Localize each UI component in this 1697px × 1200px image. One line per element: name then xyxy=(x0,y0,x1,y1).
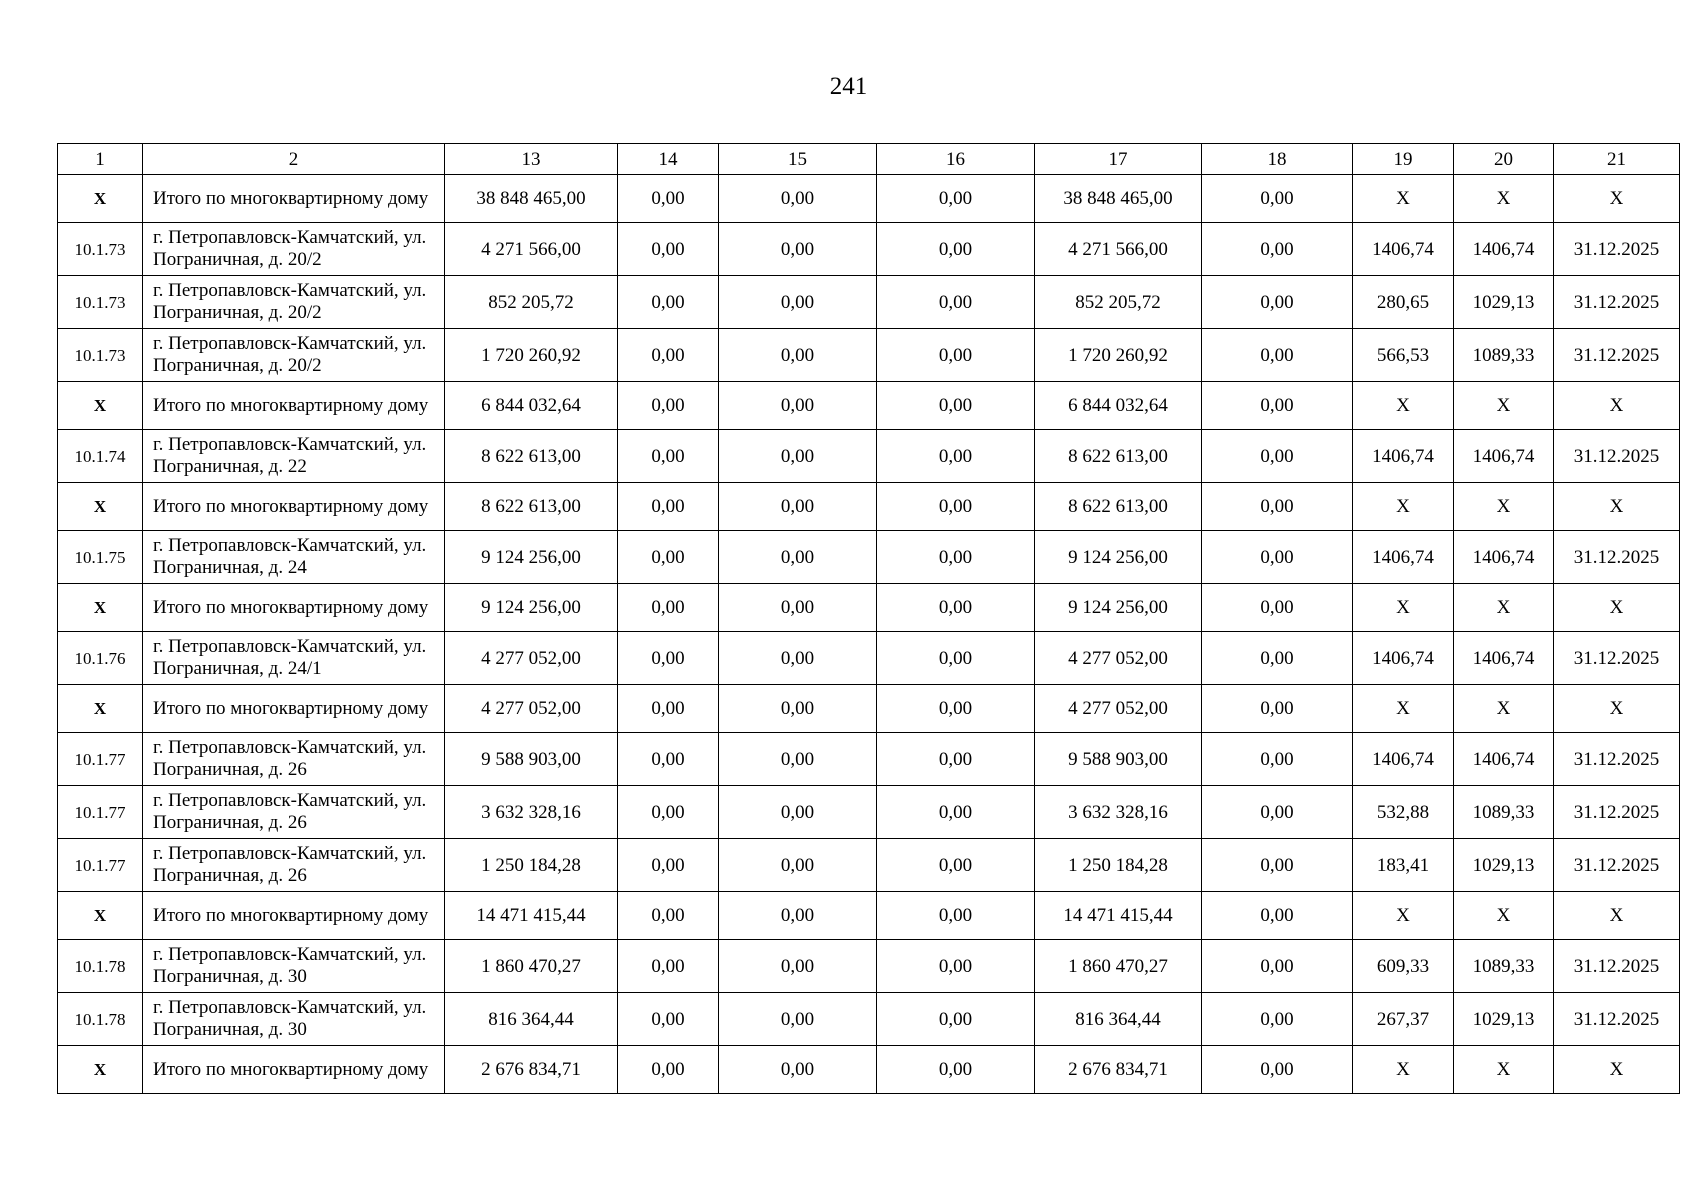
table-cell-col-20: 1089,33 xyxy=(1454,329,1554,382)
table-cell-col-1: X xyxy=(58,175,143,223)
table-cell-col-15: 0,00 xyxy=(719,223,877,276)
table-cell-col-18: 0,00 xyxy=(1202,786,1353,839)
table-cell-col-16: 0,00 xyxy=(877,940,1035,993)
table-cell-col-15: 0,00 xyxy=(719,483,877,531)
table-cell-col-17: 14 471 415,44 xyxy=(1035,892,1202,940)
table-cell-col-2: Итого по многоквартирному дому xyxy=(143,584,445,632)
table-cell-col-14: 0,00 xyxy=(618,839,719,892)
table-cell-col-15: 0,00 xyxy=(719,531,877,584)
table-cell-col-21: 31.12.2025 xyxy=(1554,940,1680,993)
table-cell-col-21: 31.12.2025 xyxy=(1554,632,1680,685)
table-cell-col-17: 1 860 470,27 xyxy=(1035,940,1202,993)
table-cell-col-19: X xyxy=(1353,685,1454,733)
table-cell-col-20: X xyxy=(1454,483,1554,531)
table-cell-col-14: 0,00 xyxy=(618,786,719,839)
table-cell-col-18: 0,00 xyxy=(1202,175,1353,223)
table-row xyxy=(58,632,1680,685)
table-cell-col-17: 9 588 903,00 xyxy=(1035,733,1202,786)
table-cell-col-14: 0,00 xyxy=(618,223,719,276)
table-cell-col-21: 31.12.2025 xyxy=(1554,329,1680,382)
table-cell-col-16: 0,00 xyxy=(877,483,1035,531)
table-cell-col-20: X xyxy=(1454,685,1554,733)
table-cell-col-13: 8 622 613,00 xyxy=(445,430,618,483)
header-cell: 20 xyxy=(1454,144,1554,175)
table-cell-col-14: 0,00 xyxy=(618,430,719,483)
table-cell-col-21: X xyxy=(1554,1046,1680,1094)
table-cell-col-17: 852 205,72 xyxy=(1035,276,1202,329)
header-cell: 14 xyxy=(618,144,719,175)
table-cell-col-16: 0,00 xyxy=(877,993,1035,1046)
table-cell-col-18: 0,00 xyxy=(1202,892,1353,940)
table-cell-col-16: 0,00 xyxy=(877,733,1035,786)
table-cell-col-21: X xyxy=(1554,382,1680,430)
table-cell-col-14: 0,00 xyxy=(618,329,719,382)
table-cell-col-1: 10.1.73 xyxy=(58,223,143,276)
table-cell-col-13: 38 848 465,00 xyxy=(445,175,618,223)
table-cell-col-1: X xyxy=(58,584,143,632)
header-cell: 21 xyxy=(1554,144,1680,175)
table-cell-col-20: X xyxy=(1454,1046,1554,1094)
table-cell-col-15: 0,00 xyxy=(719,430,877,483)
table-cell-col-19: 1406,74 xyxy=(1353,223,1454,276)
table-cell-col-2: Итого по многоквартирному дому xyxy=(143,175,445,223)
table-cell-col-16: 0,00 xyxy=(877,175,1035,223)
table-cell-col-17: 3 632 328,16 xyxy=(1035,786,1202,839)
table-cell-col-17: 8 622 613,00 xyxy=(1035,430,1202,483)
table-row xyxy=(58,276,1680,329)
table-cell-col-15: 0,00 xyxy=(719,584,877,632)
table-cell-col-2: г. Петропавловск-Камчатский, ул. Пограничная, д. 22 xyxy=(143,430,445,483)
table-cell-col-14: 0,00 xyxy=(618,892,719,940)
table-cell-col-1: 10.1.78 xyxy=(58,940,143,993)
table-cell-col-13: 9 124 256,00 xyxy=(445,531,618,584)
table-cell-col-19: 1406,74 xyxy=(1353,531,1454,584)
table-cell-col-14: 0,00 xyxy=(618,940,719,993)
header-cell: 18 xyxy=(1202,144,1353,175)
table-cell-col-14: 0,00 xyxy=(618,382,719,430)
table-cell-col-21: 31.12.2025 xyxy=(1554,531,1680,584)
table-cell-col-13: 14 471 415,44 xyxy=(445,892,618,940)
table-cell-col-2: г. Петропавловск-Камчатский, ул. Пограничная, д. 30 xyxy=(143,993,445,1046)
table-cell-col-13: 2 676 834,71 xyxy=(445,1046,618,1094)
table-cell-col-1: X xyxy=(58,483,143,531)
table-cell-col-20: 1089,33 xyxy=(1454,786,1554,839)
table-cell-col-2: г. Петропавловск-Камчатский, ул. Пограничная, д. 26 xyxy=(143,733,445,786)
table-cell-col-17: 4 277 052,00 xyxy=(1035,685,1202,733)
table-cell-col-2: г. Петропавловск-Камчатский, ул. Пограничная, д. 26 xyxy=(143,786,445,839)
table-cell-col-14: 0,00 xyxy=(618,584,719,632)
table-cell-col-21: 31.12.2025 xyxy=(1554,786,1680,839)
table-cell-col-15: 0,00 xyxy=(719,733,877,786)
table-row xyxy=(58,430,1680,483)
table-cell-col-15: 0,00 xyxy=(719,786,877,839)
table-cell-col-2: Итого по многоквартирному дому xyxy=(143,1046,445,1094)
table-cell-col-1: 10.1.75 xyxy=(58,531,143,584)
table-cell-col-20: 1406,74 xyxy=(1454,531,1554,584)
table-cell-col-2: Итого по многоквартирному дому xyxy=(143,382,445,430)
table-cell-col-17: 9 124 256,00 xyxy=(1035,584,1202,632)
table-cell-col-20: 1406,74 xyxy=(1454,733,1554,786)
table-cell-col-19: X xyxy=(1353,1046,1454,1094)
table-cell-col-16: 0,00 xyxy=(877,382,1035,430)
table-cell-col-17: 1 250 184,28 xyxy=(1035,839,1202,892)
table-cell-col-14: 0,00 xyxy=(618,733,719,786)
table-cell-col-13: 816 364,44 xyxy=(445,993,618,1046)
table-row xyxy=(58,786,1680,839)
table-cell-col-15: 0,00 xyxy=(719,685,877,733)
table-cell-col-13: 9 588 903,00 xyxy=(445,733,618,786)
table-cell-col-1: 10.1.73 xyxy=(58,276,143,329)
table-cell-col-1: X xyxy=(58,1046,143,1094)
table-cell-col-2: г. Петропавловск-Камчатский, ул. Пограничная, д. 20/2 xyxy=(143,329,445,382)
table-row-total xyxy=(58,382,1680,430)
table-cell-col-17: 6 844 032,64 xyxy=(1035,382,1202,430)
table-cell-col-18: 0,00 xyxy=(1202,733,1353,786)
table-cell-col-13: 3 632 328,16 xyxy=(445,786,618,839)
table-cell-col-19: 1406,74 xyxy=(1353,632,1454,685)
table-cell-col-20: X xyxy=(1454,382,1554,430)
table-cell-col-21: X xyxy=(1554,892,1680,940)
table-cell-col-21: 31.12.2025 xyxy=(1554,276,1680,329)
table-cell-col-15: 0,00 xyxy=(719,940,877,993)
table-cell-col-21: 31.12.2025 xyxy=(1554,733,1680,786)
table-cell-col-20: 1406,74 xyxy=(1454,223,1554,276)
table-cell-col-13: 1 720 260,92 xyxy=(445,329,618,382)
table-cell-col-17: 2 676 834,71 xyxy=(1035,1046,1202,1094)
table-row-total xyxy=(58,685,1680,733)
table-cell-col-19: X xyxy=(1353,175,1454,223)
table-cell-col-1: 10.1.74 xyxy=(58,430,143,483)
table-cell-col-19: 1406,74 xyxy=(1353,733,1454,786)
header-cell: 1 xyxy=(58,144,143,175)
table-cell-col-18: 0,00 xyxy=(1202,1046,1353,1094)
header-row xyxy=(58,144,1680,175)
table-cell-col-17: 4 277 052,00 xyxy=(1035,632,1202,685)
table-cell-col-18: 0,00 xyxy=(1202,839,1353,892)
table-cell-col-18: 0,00 xyxy=(1202,223,1353,276)
table-cell-col-14: 0,00 xyxy=(618,276,719,329)
table-cell-col-14: 0,00 xyxy=(618,175,719,223)
table-cell-col-17: 8 622 613,00 xyxy=(1035,483,1202,531)
table-cell-col-14: 0,00 xyxy=(618,632,719,685)
table-cell-col-13: 1 250 184,28 xyxy=(445,839,618,892)
table-cell-col-1: 10.1.77 xyxy=(58,839,143,892)
table-cell-col-2: г. Петропавловск-Камчатский, ул. Пограничная, д. 20/2 xyxy=(143,223,445,276)
table-row xyxy=(58,329,1680,382)
table-cell-col-21: 31.12.2025 xyxy=(1554,993,1680,1046)
table-cell-col-18: 0,00 xyxy=(1202,329,1353,382)
table-cell-col-18: 0,00 xyxy=(1202,276,1353,329)
table-cell-col-20: 1029,13 xyxy=(1454,839,1554,892)
table-cell-col-1: X xyxy=(58,685,143,733)
table-cell-col-17: 38 848 465,00 xyxy=(1035,175,1202,223)
table-cell-col-14: 0,00 xyxy=(618,993,719,1046)
table-cell-col-20: 1029,13 xyxy=(1454,993,1554,1046)
table-cell-col-2: г. Петропавловск-Камчатский, ул. Пограничная, д. 24 xyxy=(143,531,445,584)
table-cell-col-21: X xyxy=(1554,685,1680,733)
table-cell-col-19: 566,53 xyxy=(1353,329,1454,382)
table-cell-col-15: 0,00 xyxy=(719,329,877,382)
table-cell-col-20: X xyxy=(1454,892,1554,940)
table-cell-col-16: 0,00 xyxy=(877,1046,1035,1094)
table-row xyxy=(58,531,1680,584)
header-cell: 2 xyxy=(143,144,445,175)
table-cell-col-19: X xyxy=(1353,584,1454,632)
table-cell-col-15: 0,00 xyxy=(719,632,877,685)
table-row-total xyxy=(58,1046,1680,1094)
table-cell-col-16: 0,00 xyxy=(877,276,1035,329)
table-cell-col-2: Итого по многоквартирному дому xyxy=(143,685,445,733)
table-cell-col-1: 10.1.73 xyxy=(58,329,143,382)
table-cell-col-19: 1406,74 xyxy=(1353,430,1454,483)
table-cell-col-13: 4 277 052,00 xyxy=(445,685,618,733)
header-cell: 16 xyxy=(877,144,1035,175)
table-row xyxy=(58,733,1680,786)
header-cell: 15 xyxy=(719,144,877,175)
table-cell-col-20: 1406,74 xyxy=(1454,632,1554,685)
table-cell-col-15: 0,00 xyxy=(719,1046,877,1094)
table-cell-col-18: 0,00 xyxy=(1202,483,1353,531)
table-cell-col-1: 10.1.78 xyxy=(58,993,143,1046)
table-cell-col-19: X xyxy=(1353,892,1454,940)
table-cell-col-14: 0,00 xyxy=(618,531,719,584)
table-cell-col-21: X xyxy=(1554,175,1680,223)
table-cell-col-18: 0,00 xyxy=(1202,531,1353,584)
table-cell-col-18: 0,00 xyxy=(1202,993,1353,1046)
table-cell-col-2: г. Петропавловск-Камчатский, ул. Пограничная, д. 30 xyxy=(143,940,445,993)
table-cell-col-14: 0,00 xyxy=(618,685,719,733)
table-cell-col-15: 0,00 xyxy=(719,175,877,223)
table-cell-col-19: 280,65 xyxy=(1353,276,1454,329)
table-cell-col-16: 0,00 xyxy=(877,786,1035,839)
table-row-total xyxy=(58,584,1680,632)
table-cell-col-21: 31.12.2025 xyxy=(1554,430,1680,483)
table-cell-col-13: 8 622 613,00 xyxy=(445,483,618,531)
table-cell-col-1: 10.1.76 xyxy=(58,632,143,685)
table-cell-col-18: 0,00 xyxy=(1202,430,1353,483)
table-cell-col-16: 0,00 xyxy=(877,531,1035,584)
table-row xyxy=(58,993,1680,1046)
table-cell-col-19: 267,37 xyxy=(1353,993,1454,1046)
table-cell-col-13: 9 124 256,00 xyxy=(445,584,618,632)
header-cell: 17 xyxy=(1035,144,1202,175)
table-cell-col-18: 0,00 xyxy=(1202,940,1353,993)
table-cell-col-18: 0,00 xyxy=(1202,632,1353,685)
page-number: 241 xyxy=(829,73,868,100)
table-cell-col-20: 1029,13 xyxy=(1454,276,1554,329)
table-cell-col-16: 0,00 xyxy=(877,329,1035,382)
table-cell-col-16: 0,00 xyxy=(877,685,1035,733)
table-cell-col-1: X xyxy=(58,892,143,940)
table-cell-col-15: 0,00 xyxy=(719,382,877,430)
table-cell-col-15: 0,00 xyxy=(719,892,877,940)
table-cell-col-20: 1406,74 xyxy=(1454,430,1554,483)
table-row-total xyxy=(58,892,1680,940)
table-cell-col-17: 4 271 566,00 xyxy=(1035,223,1202,276)
table-cell-col-18: 0,00 xyxy=(1202,382,1353,430)
table-cell-col-16: 0,00 xyxy=(877,430,1035,483)
header-cell: 13 xyxy=(445,144,618,175)
table-cell-col-15: 0,00 xyxy=(719,276,877,329)
table-cell-col-21: X xyxy=(1554,584,1680,632)
table-cell-col-19: 532,88 xyxy=(1353,786,1454,839)
table-cell-col-1: 10.1.77 xyxy=(58,733,143,786)
table-cell-col-17: 9 124 256,00 xyxy=(1035,531,1202,584)
table-cell-col-2: г. Петропавловск-Камчатский, ул. Пограничная, д. 20/2 xyxy=(143,276,445,329)
table-cell-col-20: X xyxy=(1454,584,1554,632)
table-cell-col-19: 183,41 xyxy=(1353,839,1454,892)
table-cell-col-2: Итого по многоквартирному дому xyxy=(143,892,445,940)
table-cell-col-2: г. Петропавловск-Камчатский, ул. Пограничная, д. 26 xyxy=(143,839,445,892)
table-cell-col-15: 0,00 xyxy=(719,839,877,892)
budget-table xyxy=(57,143,1680,1094)
table-cell-col-1: 10.1.77 xyxy=(58,786,143,839)
table-cell-col-13: 852 205,72 xyxy=(445,276,618,329)
table-cell-col-21: 31.12.2025 xyxy=(1554,223,1680,276)
table-cell-col-14: 0,00 xyxy=(618,1046,719,1094)
table-cell-col-17: 1 720 260,92 xyxy=(1035,329,1202,382)
table-cell-col-20: X xyxy=(1454,175,1554,223)
table-row xyxy=(58,223,1680,276)
table-cell-col-18: 0,00 xyxy=(1202,685,1353,733)
table-cell-col-15: 0,00 xyxy=(719,993,877,1046)
table-cell-col-13: 4 277 052,00 xyxy=(445,632,618,685)
table-row xyxy=(58,940,1680,993)
table-row xyxy=(58,839,1680,892)
table-cell-col-18: 0,00 xyxy=(1202,584,1353,632)
table-cell-col-21: 31.12.2025 xyxy=(1554,839,1680,892)
table-cell-col-16: 0,00 xyxy=(877,839,1035,892)
table-cell-col-16: 0,00 xyxy=(877,892,1035,940)
table-cell-col-20: 1089,33 xyxy=(1454,940,1554,993)
table-cell-col-17: 816 364,44 xyxy=(1035,993,1202,1046)
table-cell-col-19: 609,33 xyxy=(1353,940,1454,993)
table-cell-col-2: г. Петропавловск-Камчатский, ул. Пограничная, д. 24/1 xyxy=(143,632,445,685)
table-cell-col-1: X xyxy=(58,382,143,430)
table-body xyxy=(58,144,1680,1094)
table-cell-col-13: 4 271 566,00 xyxy=(445,223,618,276)
header-cell: 19 xyxy=(1353,144,1454,175)
table-cell-col-2: Итого по многоквартирному дому xyxy=(143,483,445,531)
table-cell-col-14: 0,00 xyxy=(618,483,719,531)
table-row-total xyxy=(58,175,1680,223)
table-row-total xyxy=(58,483,1680,531)
table-cell-col-16: 0,00 xyxy=(877,223,1035,276)
table-cell-col-16: 0,00 xyxy=(877,584,1035,632)
table-cell-col-13: 1 860 470,27 xyxy=(445,940,618,993)
table-cell-col-19: X xyxy=(1353,483,1454,531)
table-cell-col-19: X xyxy=(1353,382,1454,430)
table-cell-col-13: 6 844 032,64 xyxy=(445,382,618,430)
table-cell-col-21: X xyxy=(1554,483,1680,531)
table-cell-col-16: 0,00 xyxy=(877,632,1035,685)
